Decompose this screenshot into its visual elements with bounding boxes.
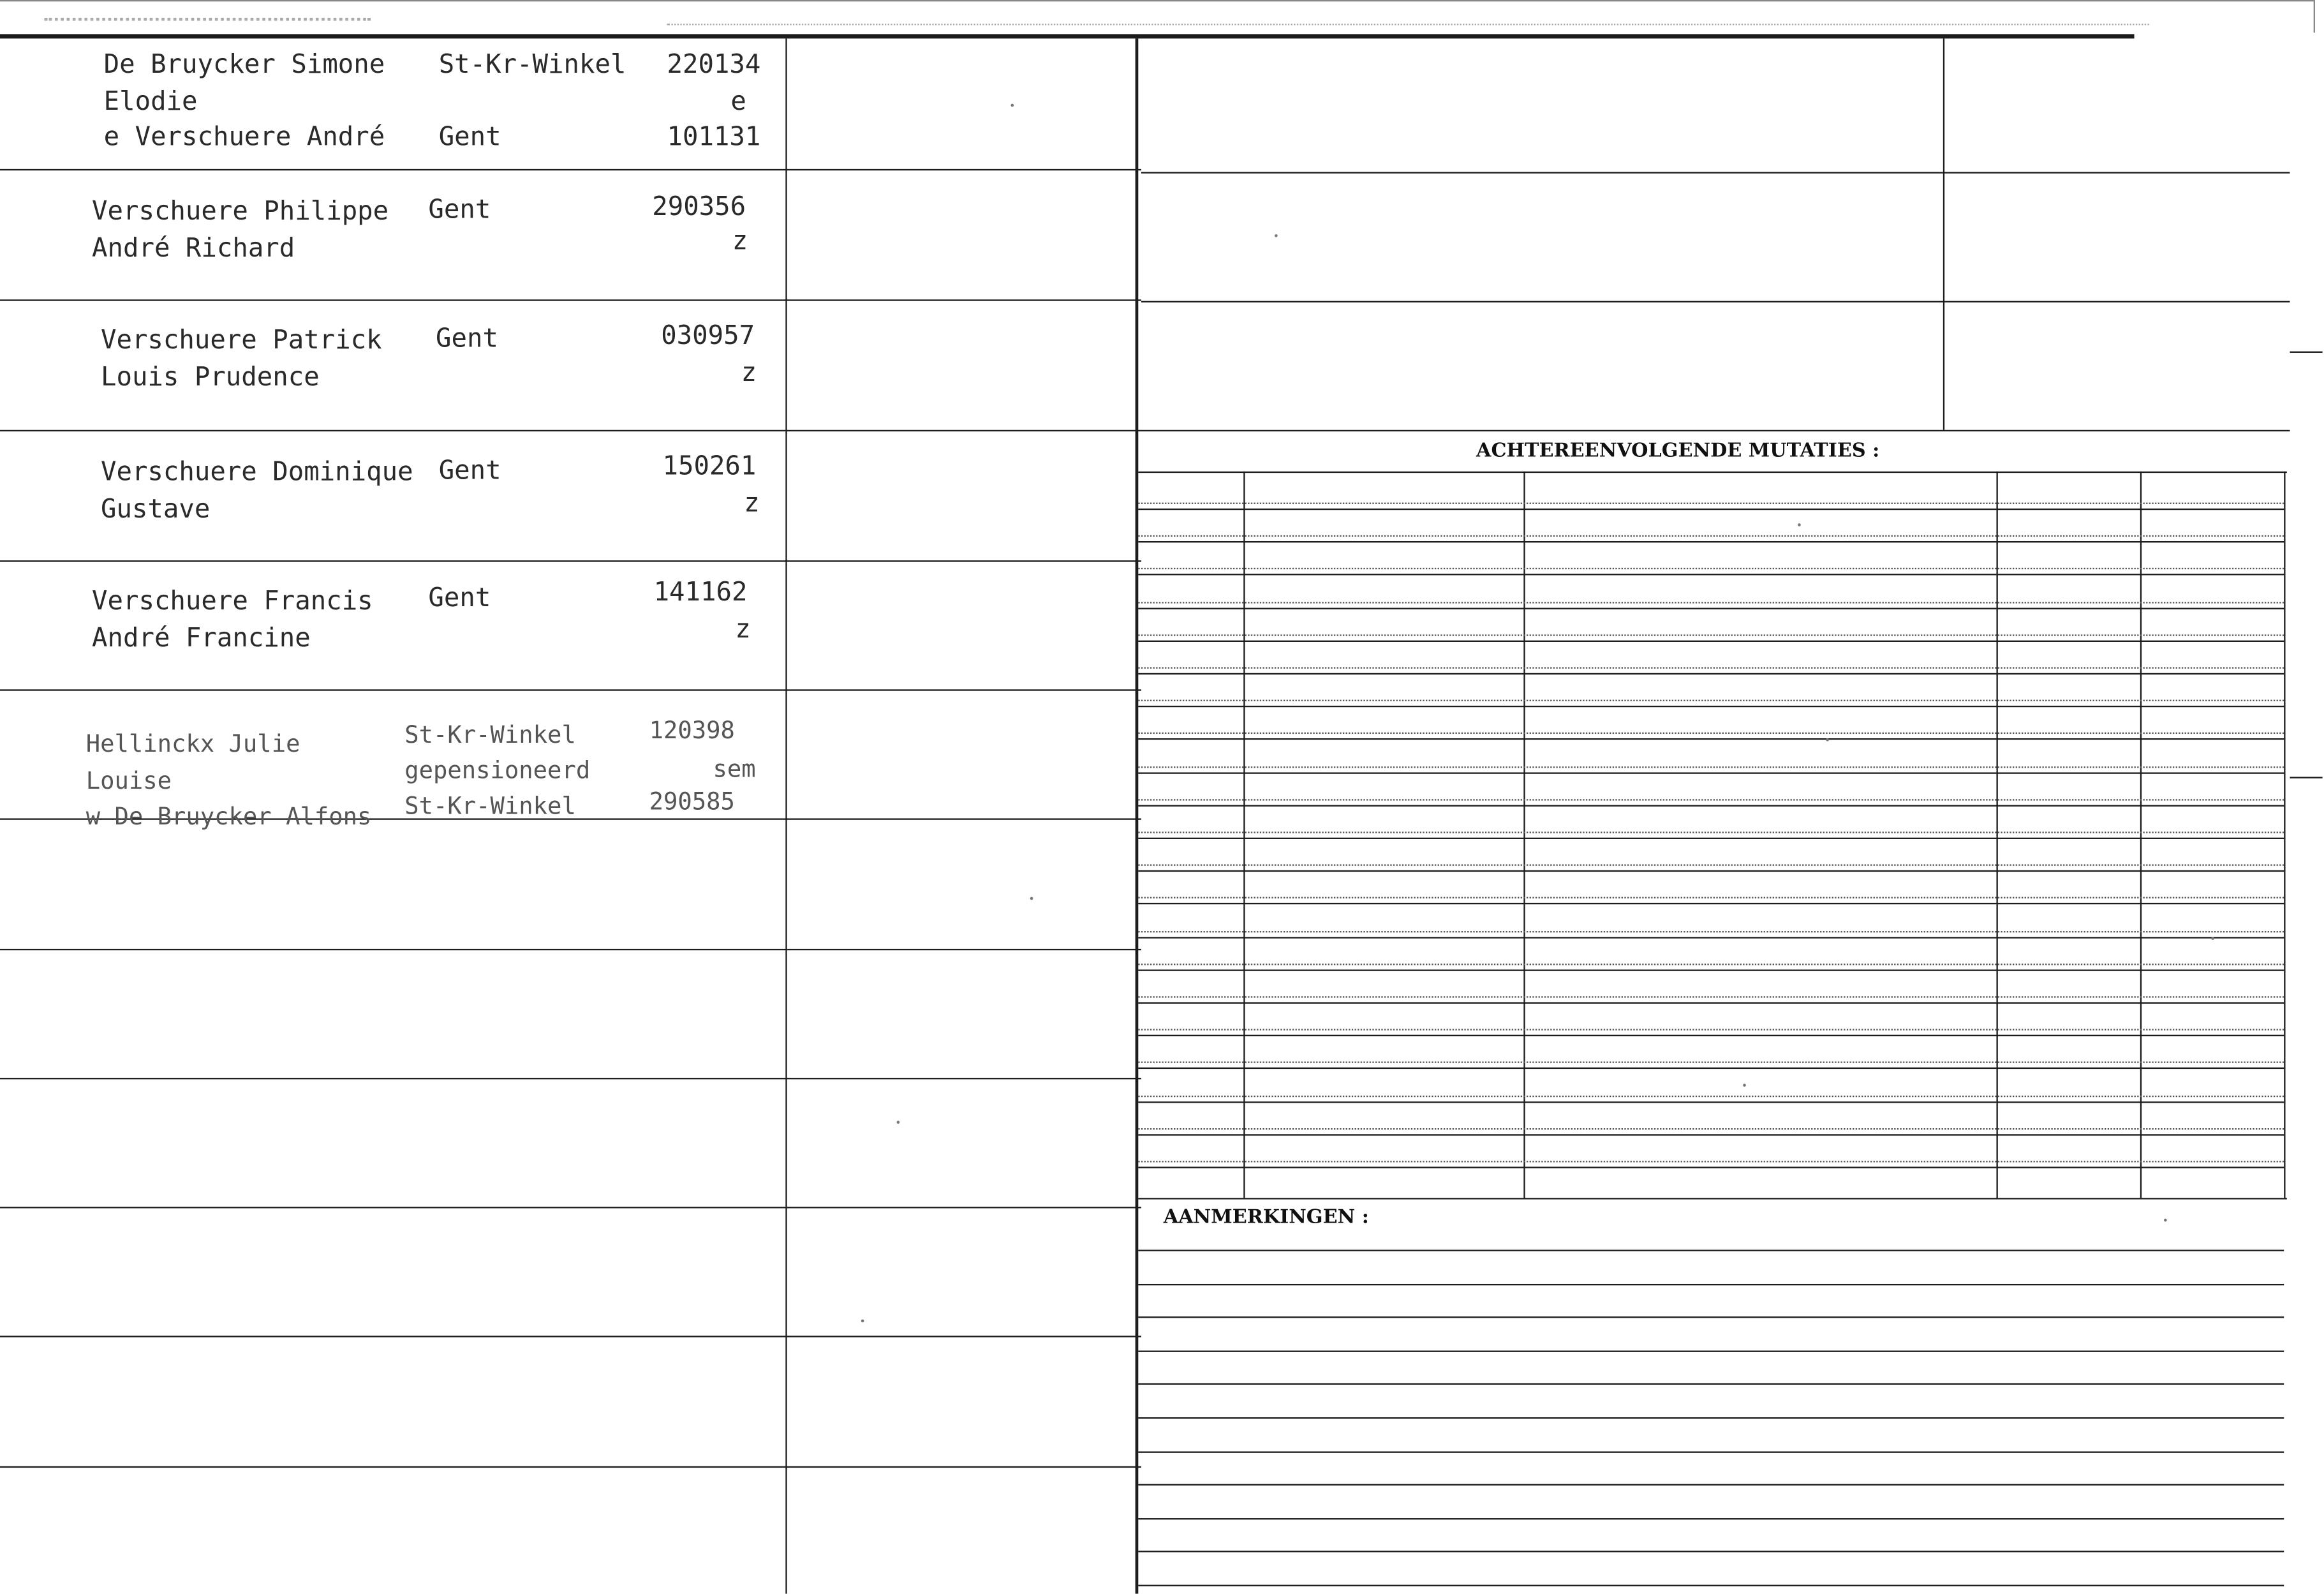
mutation-line <box>1138 640 2284 641</box>
mutation-line-dotted <box>1138 930 2284 932</box>
record-spouse: w De Bruycker Alfons <box>85 801 372 831</box>
scan-speck <box>1743 1084 1746 1087</box>
mutation-line-dotted <box>1138 1161 2284 1162</box>
scan-speck <box>861 1320 864 1323</box>
mutation-line-dotted <box>1138 996 2284 997</box>
scan-speck <box>897 1121 900 1124</box>
record-place-spouse: Gent <box>438 123 501 153</box>
mutation-line-dotted <box>1138 1095 2284 1096</box>
remark-line <box>1138 1350 2284 1352</box>
mutations-top-rule <box>1138 472 2287 473</box>
header-faint-print-left <box>45 18 371 21</box>
remark-line <box>1138 1518 2284 1519</box>
record-spouse: e Verschuere André <box>103 123 385 153</box>
mutation-line <box>1138 607 2284 609</box>
record-code: z <box>744 489 760 519</box>
mutation-line-dotted <box>1138 831 2284 833</box>
left-col-divider <box>785 38 787 1593</box>
record-occupation: gepensioneerd <box>404 756 591 785</box>
mutation-line-dotted <box>1138 766 2284 767</box>
record-place: St-Kr-Winkel <box>438 50 626 80</box>
remark-line <box>1138 1551 2284 1553</box>
record-date: 120398 <box>649 716 735 745</box>
record-given-names: Louis Prudence <box>100 363 320 393</box>
mutation-line-dotted <box>1138 733 2284 734</box>
record-place: Gent <box>428 584 491 614</box>
mutation-line <box>1138 1002 2284 1004</box>
record-given-names: André Richard <box>92 234 295 264</box>
mutation-line <box>1138 1134 2284 1135</box>
mutation-line <box>1138 706 2284 707</box>
record-code: z <box>735 615 751 645</box>
mutation-line <box>1138 739 2284 740</box>
mutation-line-dotted <box>1138 535 2284 537</box>
record-given-names: André Francine <box>92 624 311 654</box>
mutation-line-dotted <box>1138 569 2284 570</box>
mutation-line <box>1138 509 2284 510</box>
mutation-line <box>1138 673 2284 674</box>
upper-right-divider <box>1943 38 1944 429</box>
record-name: Verschuere Patrick <box>100 326 382 356</box>
record-date-spouse: 101131 <box>667 123 761 153</box>
mutation-line-dotted <box>1138 667 2284 668</box>
mutation-line-dotted <box>1138 634 2284 636</box>
mutation-line <box>1138 541 2284 542</box>
mutation-line-dotted <box>1138 799 2284 800</box>
mutations-heading: ACHTEREENVOLGENDE MUTATIES : <box>1476 440 1880 463</box>
mutation-line <box>1138 1035 2284 1036</box>
mutation-line <box>1138 969 2284 971</box>
record-given-names: Elodie <box>103 87 198 117</box>
mutation-line <box>1138 870 2284 872</box>
record-place: Gent <box>428 195 491 226</box>
scan-speck <box>2211 937 2214 940</box>
remark-line <box>1138 1317 2284 1318</box>
mutation-line-dotted <box>1138 1128 2284 1129</box>
remarks-heading: AANMERKINGEN : <box>1163 1207 1369 1230</box>
scan-speck <box>1010 104 1014 107</box>
edge-tick <box>2290 777 2322 778</box>
header-faint-print <box>667 24 2149 25</box>
top-edge <box>0 0 2315 1</box>
scan-speck <box>2164 1219 2167 1222</box>
record-name: De Bruycker Simone <box>103 50 385 80</box>
mutation-line <box>1138 1068 2284 1069</box>
record-place-spouse: St-Kr-Winkel <box>404 791 576 820</box>
mutation-line-dotted <box>1138 503 2284 504</box>
record-name: Hellinckx Julie <box>85 729 300 758</box>
mutation-line-dotted <box>1138 601 2284 602</box>
mutation-line-dotted <box>1138 865 2284 866</box>
record-place: St-Kr-Winkel <box>404 720 576 749</box>
record-given-names: Louise <box>85 766 172 795</box>
record-code: z <box>741 359 757 389</box>
remark-line <box>1138 1585 2284 1586</box>
top-edge-corner <box>2314 0 2315 33</box>
remark-line <box>1138 1283 2284 1285</box>
scan-speck <box>1798 523 1801 526</box>
mutation-line <box>1138 838 2284 839</box>
mutation-line-dotted <box>1138 700 2284 701</box>
mutation-line-dotted <box>1138 1029 2284 1031</box>
record-name: Verschuere Philippe <box>92 197 389 227</box>
record-code: e <box>730 87 746 117</box>
record-place: Gent <box>436 324 498 355</box>
record-code: z <box>732 227 748 257</box>
mutation-line <box>1138 574 2284 576</box>
record-date: 290356 <box>652 193 746 223</box>
mutation-line <box>1138 904 2284 905</box>
center-col-divider <box>1136 38 1139 1593</box>
record-given-names: Gustave <box>100 495 211 525</box>
record-name: Verschuere Francis <box>92 587 373 617</box>
record-name: Verschuere Dominique <box>100 458 413 488</box>
remark-line <box>1138 1384 2284 1385</box>
remark-line <box>1138 1250 2284 1251</box>
record-date-spouse: 290585 <box>649 787 735 816</box>
remarks-top-rule <box>1138 1198 2287 1199</box>
record-date: 141162 <box>653 578 748 608</box>
scan-speck <box>1275 234 1278 237</box>
scan-speck <box>1826 738 1829 741</box>
mutation-line <box>1138 936 2284 937</box>
edge-tick <box>2290 352 2322 353</box>
mutation-line-dotted <box>1138 964 2284 965</box>
remark-line <box>1138 1451 2284 1452</box>
mutation-line-dotted <box>1138 898 2284 899</box>
mutation-line <box>1138 1166 2284 1168</box>
scan-speck <box>1030 897 1033 900</box>
record-date: 150261 <box>662 452 757 482</box>
record-date: 220134 <box>667 50 761 80</box>
record-code: sem <box>713 754 756 783</box>
header-rule <box>0 34 2135 38</box>
mutation-line <box>1138 1101 2284 1102</box>
mutation-line <box>1138 805 2284 806</box>
record-date: 030957 <box>661 322 755 352</box>
mutation-line <box>1138 771 2284 773</box>
remark-line <box>1138 1484 2284 1486</box>
remark-line <box>1138 1417 2284 1419</box>
record-place: Gent <box>438 456 501 487</box>
mutation-line-dotted <box>1138 1062 2284 1063</box>
